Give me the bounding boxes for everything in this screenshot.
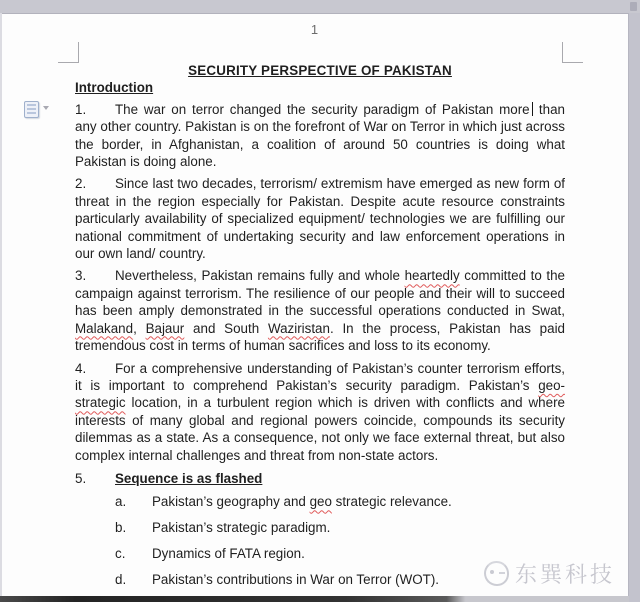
page-number: 1 [310,22,319,37]
paragraph-2[interactable] [75,175,565,262]
list-item-text[interactable]: Pakistan’s contributions in War on Terror (WOT). [152,572,439,588]
paragraph-3[interactable] [75,267,565,354]
document-body[interactable] [75,62,565,597]
list-item-c[interactable] [75,545,565,562]
paragraph-number: 5. [75,470,87,486]
watermark-text: 东巽科技 [515,562,616,587]
right-gray-band [628,13,640,602]
bottom-dark-bar [0,596,629,602]
paragraph-number: 2. [75,176,87,192]
text-cursor [532,102,534,116]
list-item-letter: b. [115,520,127,536]
paragraph-text[interactable]: The war on terror changed the security paradigm of Pakistan more than any other country. Pakistan is on the forefront of War on Terror in which just across the border, in Afghanistan, a coalition of around 50 countries is doing what Pakistan is doing alone. [75,101,565,170]
margin-crop-mark-right [562,42,583,63]
list-item-text[interactable]: Pakistan’s strategic paradigm. [152,520,331,536]
paragraph-4[interactable] [75,360,565,464]
paragraph-text[interactable]: For a comprehensive understanding of Pakistan’s counter terrorism efforts, it is important to comprehend Pakistan’s security paradigm. Pakistan’s geo-strategic location, in a turbulent region which is driven with conflicts and where interests of many global and regional powers coincide, compounds its security dilemmas as a state. As a consequence, not only we face external threat, but also complex internal challenges and threat from non-state actors. [75,360,565,463]
document-title: SECURITY PERSPECTIVE OF PAKISTAN [188,63,452,78]
scrollbar-top-icon[interactable] [630,2,637,11]
paragraph-text[interactable]: Since last two decades, terrorism/ extremism have emerged as new form of threat in the region especially for Pakistan. Despite acute resource constraints particularly availability of specialized equipment/ technologies we are fulfilling our national commitment of undertaking security and law enforcement operations in our own land/ country. [75,176,565,262]
page-left-edge [0,13,2,602]
paragraph-number: 3. [75,268,87,284]
margin-crop-mark-left [58,42,79,63]
list-heading: Sequence is as flashed [115,470,263,486]
list-item-letter: a. [115,494,127,510]
list-item-text[interactable]: Pakistan’s geography and geo strategic relevance. [152,494,452,510]
paste-options-icon[interactable] [24,101,39,118]
list-item-letter: c. [115,546,126,562]
list-heading-row[interactable] [75,470,565,487]
list-item-text[interactable]: Dynamics of FATA region. [152,546,305,562]
list-item-b[interactable] [75,519,565,536]
paragraph-text[interactable]: Nevertheless, Pakistan remains fully and whole heartedly committed to the campaign against terrorism. The resilience of our people and their will to succeed has been amply demonstrated in the successful operations conducted in Swat, Malakand, Bajaur and South Waziristan. In the process, Pakistan has paid tremendous cost in terms of human sacrifices and loss to its economy. [75,268,565,354]
paragraph-number: 1. [75,101,87,117]
top-gray-band [0,0,640,14]
list-item-a[interactable] [75,493,565,510]
paragraph-number: 4. [75,360,87,376]
list-item-d[interactable] [75,571,565,588]
paragraph-1[interactable] [75,101,565,171]
intro-heading: Introduction [75,80,154,96]
chevron-down-icon[interactable] [43,106,49,110]
list-item-letter: d. [115,572,127,588]
